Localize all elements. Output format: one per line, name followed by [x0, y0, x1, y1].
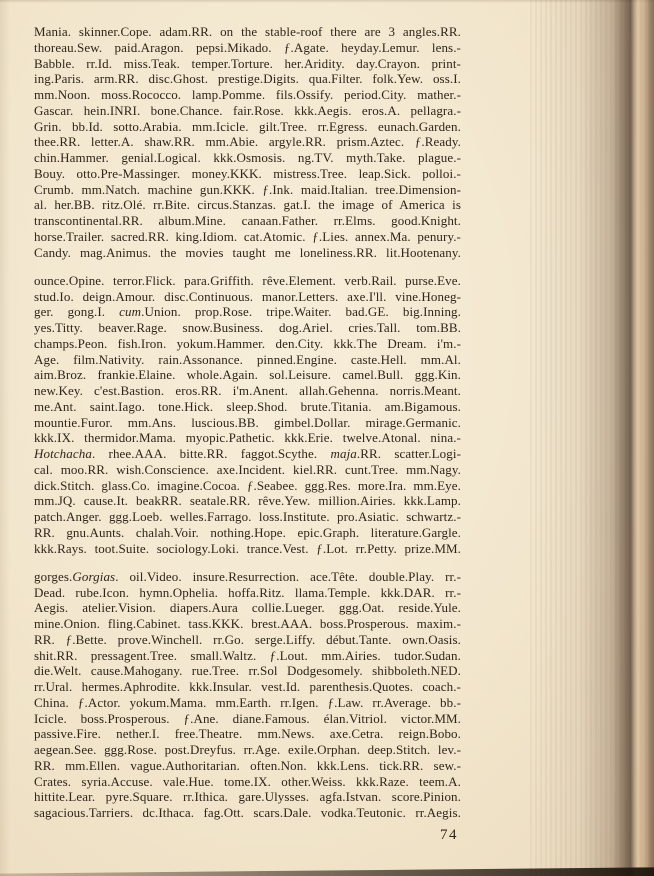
text-line: Grin. bb.Id. sotto.Arabia. mm.Icicle. gilt.Tree. rr.Egress. eunach.Garden.: [34, 118, 461, 134]
text-line: kkk.Rays. toot.Suite. sociology.Loki. trance.Vest. ƒ.Lot. rr.Petty. prize.MM.: [34, 540, 461, 556]
text-line: passive.Fire. nether.I. free.Theatre. mm.News. axe.Cetra. reign.Bobo.: [34, 726, 461, 742]
text-line: mountie.Furor. mm.Ans. luscious.BB. gimbel.Dollar. mirage.Germanic.: [34, 414, 461, 430]
text-line: shit.RR. pressagent.Tree. small.Waltz. ƒ.Lout. mm.Airies. tudor.Sudan.: [34, 647, 461, 663]
text-line: RR. ƒ.Bette. prove.Winchell. rr.Go. serge.Liffy. début.Tante. own.Oasis.: [34, 631, 461, 647]
text-line: dick.Stitch. glass.Co. imagine.Cocoa. ƒ.Seabee. ggg.Res. more.Ira. mm.Eye.: [34, 477, 461, 493]
paragraph-1: [34, 24, 461, 260]
text-line: ger. gong.I. cum.Union. prop.Rose. tripe.Waiter. bad.GE. big.Inning.: [34, 304, 462, 320]
text-line: Crumb. mm.Natch. machine gun.KKK. ƒ.Ink. maid.Italian. tree.Dimension-: [34, 181, 461, 197]
page-left-edge-shading: [0, 0, 10, 876]
text-line: Babble. rr.Id. miss.Teak. temper.Torture. her.Aridity. day.Crayon. print-: [34, 55, 461, 71]
text-line: aim.Broz. frankie.Elaine. whole.Again. sol.Leisure. camel.Bull. ggg.Kin.: [34, 367, 461, 383]
text-line: yes.Titty. beaver.Rage. snow.Business. dog.Ariel. cries.Tall. tom.BB.: [34, 320, 461, 335]
text-line: mine.Onion. fling.Cabinet. tass.KKK. brest.AAA. boss.Prosperous. maxim.-: [34, 616, 461, 631]
text-line: new.Key. c'est.Bastion. eros.RR. i'm.Anent. allah.Gehenna. norris.Meant.: [34, 383, 461, 398]
text-line: me.Ant. saint.Iago. tone.Hick. sleep.Shod. brute.Titania. am.Bigamous.: [34, 398, 461, 414]
adjacent-page-edge: [638, 0, 648, 876]
text-line: Hotchacha. rhee.AAA. bitte.RR. faggot.Scythe. maja.RR. scatter.Logi-: [34, 446, 461, 461]
text-line: mm.JQ. cause.It. beakRR. seatale.RR. rêve.Yew. million.Airies. kkk.Lamp.: [34, 493, 461, 509]
text-line: Icicle. boss.Prosperous. ƒ.Ane. diane.Famous. élan.Vitriol. victor.MM.: [34, 710, 461, 726]
text-line: RR. gnu.Aunts. chalah.Voir. nothing.Hope. epic.Graph. literature.Gargle.: [34, 524, 461, 540]
text-line: Bouy. otto.Pre-Massinger. money.KKK. mistress.Tree. leap.Sick. polloi.-: [34, 165, 461, 181]
page-number: 74: [440, 827, 458, 843]
text-line: mm.Noon. moss.Rococco. lamp.Pomme. fils.Ossify. period.City. mather.-: [34, 87, 461, 102]
text-line: China. ƒ.Actor. yokum.Mama. mm.Earth. rr.Igen. ƒ.Law. rr.Average. bb.-: [34, 694, 461, 710]
text-line: stud.Io. deign.Amour. disc.Continuous. manor.Letters. axe.I'll. vine.Honeg-: [34, 288, 461, 304]
text-line: thoreau.Sew. paid.Aragon. pepsi.Mikado. ƒ.Agate. heyday.Lemur. lens.-: [34, 39, 461, 55]
text-line: horse.Trailer. sacred.RR. king.Idiom. cat.Atomic. ƒ.Lies. annex.Ma. penury.-: [34, 228, 461, 244]
text-line: champs.Peon. fish.Iron. yokum.Hammer. den.City. kkk.The Dream. i'm.-: [34, 335, 461, 351]
text-line: sagacious.Tarriers. dc.Ithaca. fag.Ott. scars.Dale. vodka.Teutonic. rr.Aegis.: [34, 805, 461, 820]
text-line: Age. film.Nativity. rain.Assonance. pinned.Engine. caste.Hell. mm.Al.: [34, 351, 461, 367]
text-line: chin.Hammer. genial.Logical. kkk.Osmosis. ng.TV. myth.Take. plague.-: [34, 150, 461, 165]
poem-text: [34, 24, 461, 833]
text-line: cal. moo.RR. wish.Conscience. axe.Incident. kiel.RR. cunt.Tree. mm.Nagy.: [34, 461, 461, 477]
text-line: Candy. mag.Animus. the movies taught me loneliness.RR. lit.Hootenany.: [34, 244, 461, 260]
paragraph-3: [34, 569, 461, 821]
text-line: Dead. rube.Icon. hymn.Ophelia. hoffa.Ritz. llama.Temple. kkk.DAR. rr.-: [34, 584, 461, 600]
text-line: ing.Paris. arm.RR. disc.Ghost. prestige.Digits. qua.Filter. folk.Yew. oss.I.: [34, 71, 461, 87]
text-line: Crates. syria.Accuse. vale.Hue. tome.IX. other.Weiss. kkk.Raze. teem.A.: [34, 773, 461, 789]
text-line: kkk.IX. thermidor.Mama. myopic.Pathetic. kkk.Erie. twelve.Atonal. nina.-: [34, 430, 461, 446]
page-top-edge-shading: [0, 0, 654, 3]
text-line: Gascar. hein.INRI. bone.Chance. fair.Rose. kkk.Aegis. eros.A. pellagra.-: [34, 102, 461, 118]
book-gutter-shadow: [530, 0, 654, 876]
text-line: aegean.See. ggg.Rose. post.Dreyfus. rr.Age. exile.Orphan. deep.Stitch. lev.-: [34, 742, 461, 757]
text-line: rr.Ural. hermes.Aphrodite. kkk.Insular. vest.Id. parenthesis.Quotes. coach.-: [34, 679, 461, 694]
text-line: Mania. skinner.Cope. adam.RR. on the stable-roof there are 3 angles.RR.: [34, 24, 461, 39]
text-line: patch.Anger. ggg.Loeb. welles.Farrago. loss.Institute. pro.Asiatic. schwartz.-: [34, 509, 461, 524]
text-line: transcontinental.RR. album.Mine. canaan.Father. rr.Elms. good.Knight.: [34, 213, 461, 228]
paragraph-2: [34, 273, 461, 557]
text-line: RR. mm.Ellen. vague.Authoritarian. often.Non. kkk.Lens. tick.RR. sew.-: [34, 757, 461, 773]
text-line: hittite.Lear. pyre.Square. rr.Ithica. gare.Ulysses. agfa.Istvan. score.Pinion.: [34, 789, 461, 805]
text-line: thee.RR. letter.A. shaw.RR. mm.Abie. argyle.RR. prism.Aztec. ƒ.Ready.: [34, 134, 461, 150]
scan-bottom-edge: [0, 864, 654, 876]
text-line: Aegis. atelier.Vision. diapers.Aura collie.Lueger. ggg.Oat. reside.Yule.: [34, 600, 461, 616]
text-line: al. her.BB. ritz.Olé. rr.Bite. circus.Stanzas. gat.I. the image of America is: [34, 197, 461, 213]
text-line: die.Welt. cause.Mahogany. rue.Tree. rr.Sol Dodgesomely. shibboleth.NED.: [34, 663, 461, 679]
text-line: gorges.Gorgias. oil.Video. insure.Resurrection. ace.Tête. double.Play. rr.-: [34, 568, 461, 584]
text-line: ounce.Opine. terror.Flick. para.Griffith. rêve.Element. verb.Rail. purse.Eve.: [34, 272, 461, 288]
